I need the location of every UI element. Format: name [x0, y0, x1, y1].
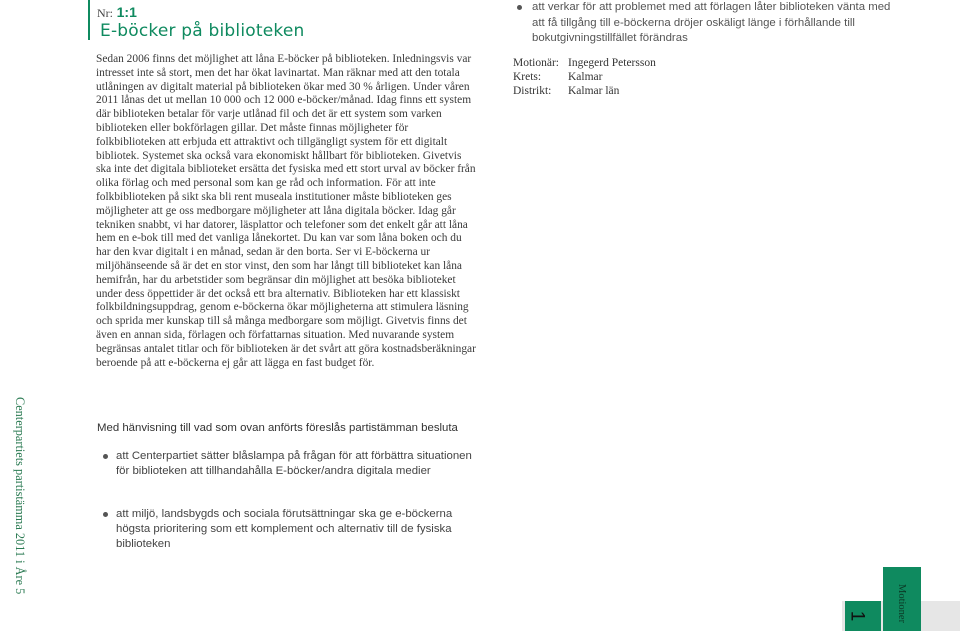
meta-label-krets: Krets:: [513, 71, 542, 83]
meta-row-motionar: [513, 56, 656, 70]
decision-intro: Med hänvisning till vad som ovan anförts föreslås partistämman besluta: [97, 422, 458, 434]
proposal-item: [103, 449, 473, 479]
motion-number: [97, 4, 137, 21]
meta-value-krets: Kalmar: [568, 71, 603, 83]
meta-value-distrikt: Kalmar län: [568, 85, 620, 97]
proposal-text: att miljö, landsbygds och sociala förutsättningar ska ge e-böckerna högsta prioritering som ett komplement och alternativ till de fysiska biblioteken: [116, 508, 453, 550]
page-number: 1: [846, 610, 868, 622]
bullet-icon: [103, 454, 108, 459]
meta-label-motionar: Motionär:: [513, 57, 559, 69]
motion-number-value: 1:1: [116, 4, 137, 20]
meta-label-distrikt: Distrikt:: [513, 85, 552, 97]
motion-title: E-böcker på biblioteken: [100, 21, 305, 41]
motion-metadata: [513, 56, 656, 98]
proposal-item: [103, 507, 473, 552]
meta-value-motionar: Ingegerd Petersson: [568, 57, 656, 69]
bullet-icon: [103, 512, 108, 517]
right-column-bullet-text: att verkar för att problemet med att förlagen låter biblioteken vänta med att få tillgång till e-böckerna dröjer oskäligt länge i förhållande till bokutgivningstillfället förändras: [532, 1, 891, 44]
right-column-bullet: [517, 0, 897, 47]
meta-row-krets: [513, 70, 656, 84]
bullet-icon: [517, 5, 522, 10]
motion-number-label: Nr:: [97, 6, 113, 20]
meta-row-distrikt: [513, 84, 656, 98]
section-tab-label: Motioner: [896, 584, 907, 624]
sidebar-vertical-text: Centerpartiets partistämma 2011 i Åre 5: [13, 397, 27, 595]
proposal-text: att Centerpartiet sätter blåslampa på frågan för att förbättra situationen för biblioteken att tillhandahålla E-böcker/andra digitala medier: [116, 450, 472, 477]
header-accent-bar: [88, 0, 90, 40]
motion-body-text: Sedan 2006 finns det möjlighet att låna E-böcker på biblioteken. Inledningsvis var intresset inte så stort, men det har ökat lavinartat. Man räknar med att den totala utlåningen av digitalt material på biblioteken ökar med 30 % årligen. Under våren 2011 lånas det ut mellan 10 000 och 12 000 e-böcker/månad. Idag finns ett system där biblioteken betalar för varje utlånad fil och det är ett system som varken biblioteken eller bokförlagen gillar. Det måste finnas möjligheter för folkbiblioteken att erbjuda ett attraktivt och tillgängligt system för ett digitalt bibliotek. Systemet ska också vara ekonomiskt hållbart för biblioteken. Givetvis ska inte det digitala biblioteket ersätta det fysiska med ett stort urval av böcker från olika förlag och med personal som kan ge råd och information. För att inte folkbiblioteken på sikt ska bli rent museala institutioner måste biblioteken ges möjligheter att ge oss medborgare möjligheter att låna digitala böcker. Idag går tekniken snabbt, vi har datorer, läsplattor och telefoner som det enkelt går att låna hem en e-bok till med det vanliga lånekortet. Du kan var som låna boken och du har den kvar digitalt i en månad, sedan är den borta. Ser vi E-böckerna ur miljöhänseende så är det en stor vinst, den som har långt till biblioteket kan låna hemifrån, har du arbetstider som begränsar din möjlighet att besöka biblioteket under dess öppettider är det också ett bra alternativ. Biblioteken har ett klassiskt folkbildningsuppdrag, genom e-böckerna ökar möjligheterna att stimulera läsning och sprida mer kunskap till så många medborgare som möjligt. Givetvis finns det även en annan sida, förlagen och författarnas situation. Med nuvarande system begränsas antalet titlar och för biblioteken är det svårt att göra kostnadsberäkningar beroende på att e-böckerna ej går att lägga en fast budget för.: [96, 53, 476, 369]
